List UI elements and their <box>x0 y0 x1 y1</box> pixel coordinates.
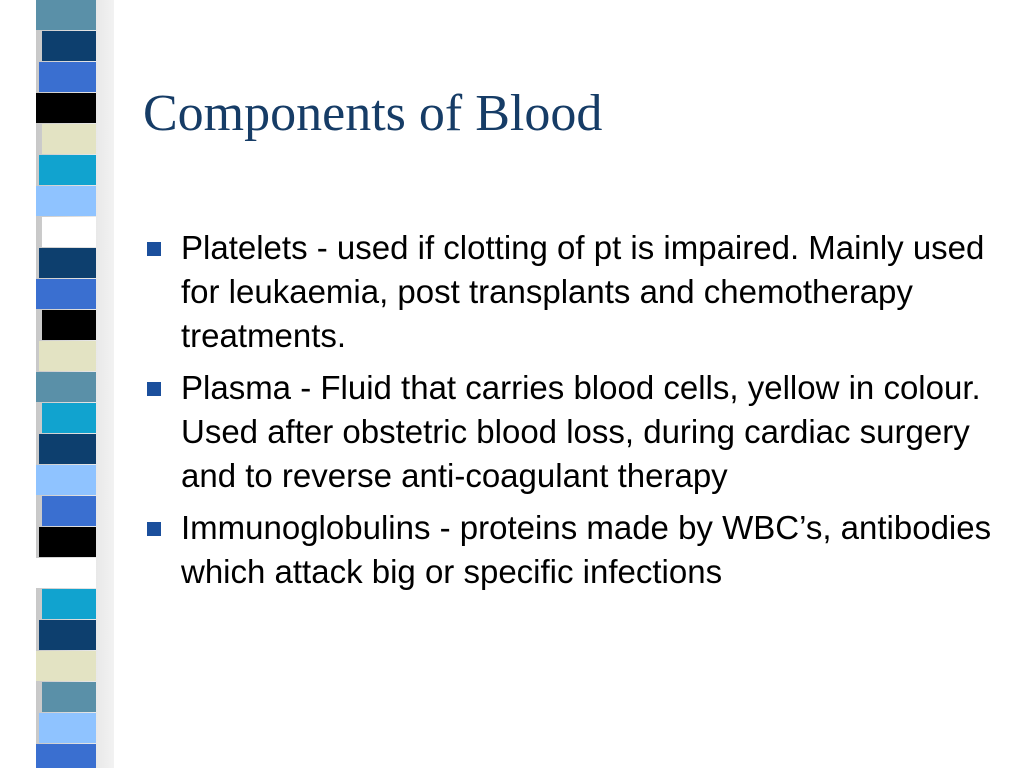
stripe-band <box>42 403 96 433</box>
square-bullet-icon <box>147 522 161 536</box>
bullet-text: Platelets - used if clotting of pt is impaired. Mainly used for leukaemia, post transplants and chemotherapy treatments. <box>181 229 985 354</box>
stripe-band <box>42 682 96 712</box>
stripe-band <box>39 527 96 557</box>
bullet-text: Plasma - Fluid that carries blood cells, yellow in colour. Used after obstetric blood loss, during cardiac surgery and to reverse anti-coagulant therapy <box>181 369 981 494</box>
stripe-band <box>39 620 96 650</box>
stripe-band <box>42 124 96 154</box>
stripe-band <box>36 186 96 216</box>
bullet-item <box>145 366 995 498</box>
stripe-band <box>36 93 96 123</box>
bullet-item <box>145 506 995 594</box>
stripe-band <box>36 465 96 495</box>
square-bullet-icon <box>147 242 161 256</box>
stripe-band <box>36 651 96 681</box>
stripe-band <box>39 62 96 92</box>
stripe-band <box>42 496 96 526</box>
decorative-striped-bar <box>36 0 100 768</box>
bullet-item <box>145 226 995 358</box>
stripe-band <box>42 31 96 61</box>
stripe-band <box>36 372 96 402</box>
stripe-band <box>42 310 96 340</box>
stripe-band <box>39 155 96 185</box>
stripe-band <box>39 341 96 371</box>
stripe-band <box>39 434 96 464</box>
stripe-band <box>39 248 96 278</box>
stripe-band <box>42 589 96 619</box>
stripe-band <box>36 0 96 30</box>
stripe-band <box>42 217 96 247</box>
stripe-band <box>39 713 96 743</box>
bullet-list <box>145 226 995 602</box>
square-bullet-icon <box>147 382 161 396</box>
slide-title: Components of Blood <box>143 85 603 142</box>
bullet-text: Immunoglobulins - proteins made by WBC’s, antibodies which attack big or specific infections <box>181 509 992 590</box>
stripe-band <box>36 558 96 588</box>
stripe-band <box>36 279 96 309</box>
stripe-band <box>36 744 96 768</box>
